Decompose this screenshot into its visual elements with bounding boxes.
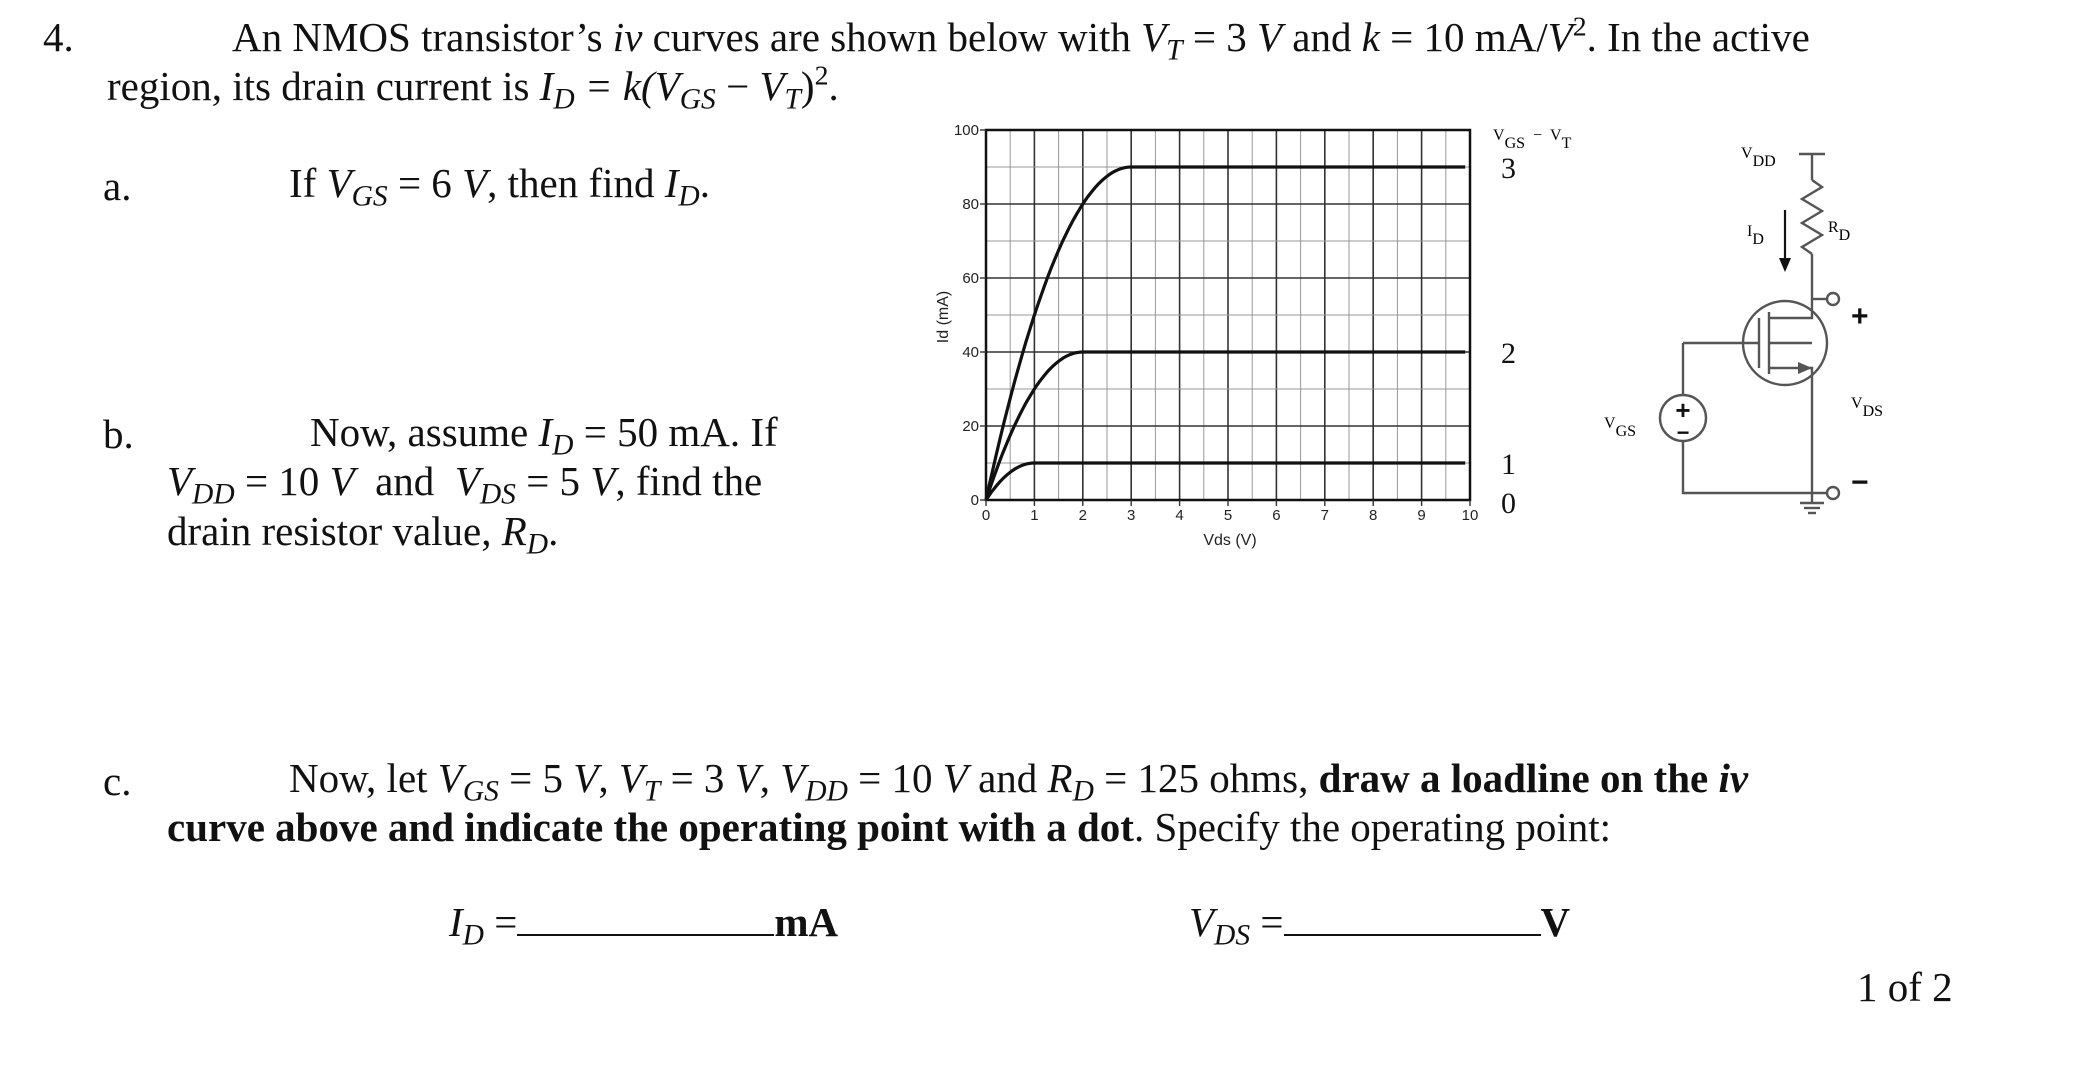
part-b-vdd-value: = 10	[244, 458, 320, 504]
comma-2: ,	[759, 755, 770, 801]
answer-id-blank[interactable]	[517, 904, 774, 936]
part-c-specify: . Specify the operating point:	[1133, 804, 1612, 850]
part-c-bold-iv: iv	[1718, 755, 1749, 801]
series-label-2: 2	[1501, 337, 1516, 370]
x-tick-label: 2	[1078, 507, 1087, 524]
part-c-rd: $R_D$	[1047, 755, 1094, 808]
x-tick-label: 10	[1461, 507, 1479, 524]
formula-id: $I_D$	[539, 63, 575, 116]
part-c-bold-1: draw a loadline on the	[1318, 755, 1709, 801]
vgs-source-minus: −	[1676, 420, 1690, 445]
x-tick-label: 7	[1320, 507, 1329, 524]
vgs-source-plus: +	[1675, 395, 1691, 425]
part-b-rd: $R_D$	[501, 508, 549, 561]
vt-value: = 3	[1192, 14, 1247, 60]
answer-id	[449, 899, 839, 952]
y-tick-label: 80	[962, 196, 979, 213]
part-b-resistor-text: drain resistor value,	[167, 508, 492, 554]
rd-label: RD	[1828, 219, 1851, 244]
part-b-id-value: = 50 mA. If	[583, 409, 778, 455]
chart-x-ticks	[982, 500, 1479, 524]
x-tick-label: 0	[981, 507, 991, 524]
source-terminal	[1827, 487, 1839, 499]
k-symbol: k	[1361, 14, 1380, 60]
series-label-3: 3	[1501, 152, 1516, 185]
part-b-period: .	[548, 508, 559, 554]
y-tick-label: 20	[962, 418, 979, 435]
part-b-assume: Now, assume	[310, 409, 529, 455]
ground-wire	[1683, 441, 1826, 493]
part-c-line1	[289, 755, 1749, 808]
intro-line2-text: region, its drain current is	[107, 63, 530, 109]
x-tick-label: 4	[1175, 507, 1184, 524]
k-value: = 10 mA/	[1390, 14, 1548, 60]
id-arrow-icon	[1779, 258, 1791, 272]
answer-id-unit: mA	[774, 899, 839, 945]
part-a-id: $I_D$	[664, 160, 700, 213]
x-axis-label: Vds (V)	[1203, 532, 1257, 549]
part-a-if: If	[289, 160, 317, 206]
part-b-label: b.	[103, 411, 134, 457]
chart-y-ticks	[954, 122, 986, 509]
part-b-line2	[167, 458, 763, 511]
part-b-vds: $V_{DS}$	[454, 458, 516, 511]
answer-id-eq: =	[494, 899, 518, 945]
problem-intro-line1	[232, 11, 1810, 67]
answer-vds-unit: V	[1540, 899, 1571, 945]
part-c-rd-value: = 125 ohms,	[1104, 755, 1309, 801]
vds-minus-sign: −	[1851, 466, 1869, 499]
comma-1: ,	[598, 755, 609, 801]
part-a-suffix: , then find	[487, 160, 655, 206]
formula-square: 2	[814, 60, 829, 92]
part-c-vgs: $V_{GS}$	[437, 755, 499, 808]
y-axis-label: Id (mA)	[935, 290, 952, 344]
legend-title: VGS − VT	[1493, 127, 1572, 152]
part-c-vdd-unit: V	[942, 755, 968, 801]
k-unit-v: $V^2$	[1547, 11, 1587, 60]
part-c-vdd: $V_{DD}$	[780, 755, 848, 808]
formula-period: .	[828, 63, 839, 109]
part-b-vdd: $V_{DD}$	[167, 458, 235, 511]
part-a-period: .	[699, 160, 710, 206]
part-a-vgs-value: = 6	[397, 160, 452, 206]
answer-vds-eq: =	[1260, 899, 1284, 945]
answer-vds-symbol: $V_{DS}$	[1189, 899, 1251, 952]
y-tick-label: 60	[962, 270, 979, 287]
iv-term: iv	[612, 14, 643, 60]
part-c-vgs-value: = 5	[509, 755, 564, 801]
nmos-circuit	[1590, 110, 1930, 530]
part-a-text	[289, 160, 710, 213]
vds-plus-sign: +	[1851, 300, 1869, 333]
part-b-line1	[310, 409, 778, 462]
drain-resistor	[1802, 180, 1822, 254]
part-c-line2	[167, 804, 1612, 850]
part-c-label: c.	[103, 758, 132, 804]
part-a-unit: V	[462, 160, 488, 206]
iv-curve-vov-3	[986, 167, 1465, 500]
series-label-1: 1	[1501, 448, 1516, 481]
x-tick-label: 3	[1127, 507, 1136, 524]
y-tick-label: 0	[970, 492, 979, 509]
formula-vt: $V_T$	[759, 63, 801, 116]
iv-curve-chart	[920, 110, 1640, 560]
x-tick-label: 5	[1223, 507, 1233, 524]
x-tick-label: 1	[1030, 507, 1039, 524]
source-arrow-icon	[1798, 362, 1812, 374]
vdd-label: VDD	[1741, 145, 1776, 170]
part-b-find: , find the	[615, 458, 763, 504]
problem-number: 4.	[43, 14, 74, 60]
formula-close: )	[800, 63, 815, 109]
x-tick-label: 9	[1417, 507, 1426, 524]
problem-intro-line2	[107, 60, 839, 116]
chart-curves	[986, 167, 1465, 500]
chart-grid	[986, 130, 1470, 500]
part-b-vds-value: = 5	[526, 458, 581, 504]
part-b-id: $I_D$	[538, 409, 574, 462]
part-a-label: a.	[103, 163, 132, 209]
part-c-bold-2: curve above and indicate the operating point with a dot	[167, 804, 1134, 850]
part-a-vgs: $V_{GS}$	[326, 160, 388, 213]
part-b-vdd-unit: V	[329, 458, 355, 504]
answer-vds-blank[interactable]	[1284, 904, 1541, 936]
answer-vds	[1189, 899, 1571, 952]
part-c-vt: $V_T$	[618, 755, 661, 808]
vt-unit: V	[1256, 14, 1282, 60]
chart-series-labels	[1501, 152, 1516, 520]
iv-curve-vov-1	[986, 463, 1465, 500]
drain-terminal	[1827, 293, 1839, 305]
vt-symbol: $V_T$	[1141, 14, 1183, 67]
part-c-vt-value: = 3	[670, 755, 725, 801]
id-label: ID	[1747, 223, 1764, 248]
intro-suffix: . In the active	[1586, 14, 1810, 60]
part-c-let: Now, let	[289, 755, 428, 801]
formula-minus: −	[726, 63, 750, 109]
intro-text-mid: curves are shown below with	[652, 14, 1131, 60]
part-b-and: and	[375, 458, 435, 504]
x-tick-label: 6	[1272, 507, 1281, 524]
part-c-vt-unit: V	[734, 755, 760, 801]
x-tick-label: 8	[1369, 507, 1378, 524]
formula-eq: = k(	[584, 63, 655, 109]
and-text: and	[1292, 14, 1352, 60]
vds-label: VDS	[1851, 395, 1884, 420]
part-b-line3	[167, 508, 559, 561]
answer-id-symbol: $I_D$	[449, 899, 484, 952]
part-c-and: and	[978, 755, 1038, 801]
part-c-vgs-unit: V	[573, 755, 599, 801]
formula-vgs: $V_{GS}$	[654, 63, 716, 116]
series-label-0: 0	[1501, 487, 1516, 520]
intro-text: An NMOS transistor’s	[232, 14, 603, 60]
page-number: 1 of 2	[1857, 964, 1953, 1010]
y-tick-label: 100	[953, 122, 979, 139]
vgs-label: VGS	[1604, 415, 1637, 440]
part-c-vdd-value: = 10	[858, 755, 933, 801]
y-tick-label: 40	[962, 344, 979, 361]
part-b-vds-unit: V	[590, 458, 616, 504]
